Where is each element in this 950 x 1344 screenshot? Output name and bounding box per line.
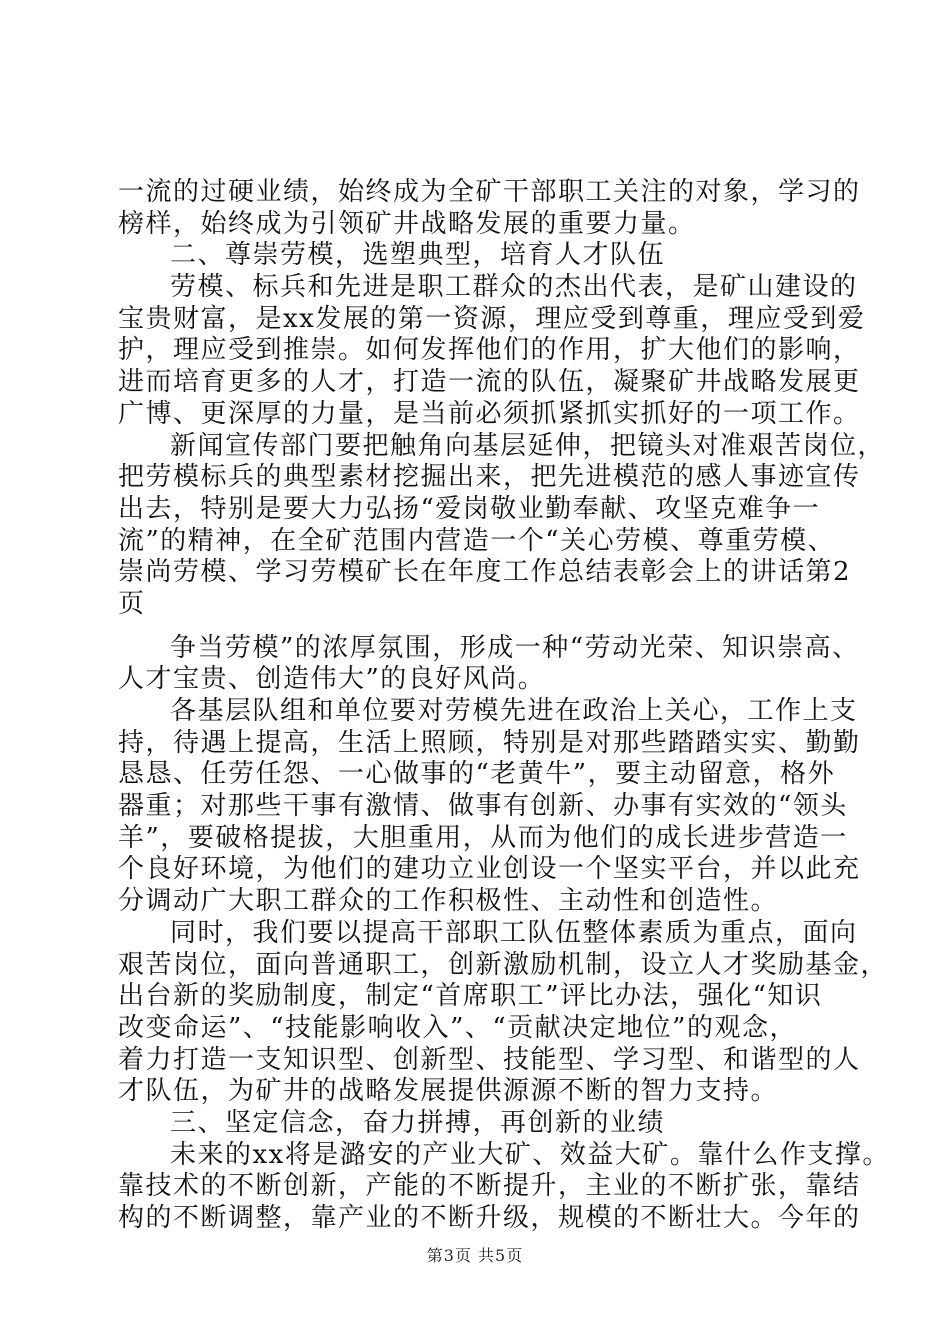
text-line: 页 <box>118 588 146 619</box>
text-line: 才队伍，为矿井的战略发展提供源源不断的智力支持。 <box>118 1076 779 1107</box>
text-line: 护，理应受到推崇。如何发挥他们的作用，扩大他们的影响， <box>118 335 861 366</box>
text-line: 器重；对那些干事有激情、做事有创新、办事有实效的“领头 <box>118 791 848 822</box>
text-line: 靠技术的不断创新，产能的不断提升，主业的不断扩张，靠结 <box>118 1171 861 1202</box>
text-line: 人才宝贵、创造伟大”的良好风尚。 <box>118 664 546 695</box>
section-heading: 三、坚定信念，奋力拼搏，再创新的业绩 <box>170 1107 666 1138</box>
text-line: 劳模、标兵和先进是职工群众的杰出代表，是矿山建设的 <box>170 272 858 303</box>
text-line: 恳恳、任劳任怨、一心做事的“老黄牛”，要主动留意，格外 <box>118 759 836 790</box>
text-line: 流”的精神，在全矿范围内营造一个“关心劳模、尊重劳模、 <box>118 525 836 556</box>
text-line: 改变命运”、“技能影响收入”、“贡献决定地位”的观念， <box>118 1012 797 1043</box>
text-line: 艰苦岗位，面向普通职工，创新激励机制，设立人才奖励基金， <box>118 949 889 980</box>
text-line: 榜样，始终成为引领矿井战略发展的重要力量。 <box>118 208 696 239</box>
text-line: 各基层队组和单位要对劳模先进在政治上关心，工作上支 <box>170 696 858 726</box>
text-line: 着力打造一支知识型、创新型、技能型、学习型、和谐型的人 <box>118 1044 861 1075</box>
text-line: 出去，特别是要大力弘扬“爱岗敬业勤奉献、攻坚克难争一 <box>118 493 821 524</box>
text-line: 持，待遇上提高，生活上照顾，特别是对那些踏踏实实、勤勤 <box>118 727 861 758</box>
document-body <box>118 177 890 1235</box>
text-line: 分调动广大职工群众的工作积极性、主动性和创造性。 <box>118 886 779 917</box>
text-line: 一流的过硬业绩，始终成为全矿干部职工关注的对象，学习的 <box>118 177 861 207</box>
text-line: 新闻宣传部门要把触角向基层延伸，把镜头对准艰苦岗位， <box>170 430 886 461</box>
text-line: 未来的xx将是潞安的产业大矿、效益大矿。靠什么作支撑。 <box>170 1139 890 1170</box>
text-line: 构的不断调整，靠产业的不断升级，规模的不断壮大。今年的 <box>118 1203 861 1233</box>
text-line: 争当劳模”的浓厚氛围，形成一种“劳动光荣、知识崇高、 <box>170 632 860 663</box>
text-line: 把劳模标兵的典型素材挖掘出来，把先进模范的感人事迹宣传 <box>118 462 861 493</box>
text-line: 同时，我们要以提高干部职工队伍整体素质为重点，面向 <box>170 917 858 948</box>
text-line: 个良好环境，为他们的建功立业创设一个坚实平台，并以此充 <box>118 854 861 885</box>
section-heading: 二、尊崇劳模，选塑典型，培育人才队伍 <box>170 240 666 271</box>
text-line: 宝贵财富，是xx发展的第一资源，理应受到尊重，理应受到爱 <box>118 303 866 334</box>
text-line: 崇尚劳模、学习劳模矿长在年度工作总结表彰会上的讲话第2 <box>118 557 852 588</box>
text-line: 广博、更深厚的力量，是当前必须抓紧抓实抓好的一项工作。 <box>118 398 861 429</box>
text-line: 进而培育更多的人才，打造一流的队伍，凝聚矿井战略发展更 <box>118 367 861 398</box>
spacer <box>118 621 836 633</box>
page-number: 第3页 共5页 <box>426 1246 524 1265</box>
text-line: 出台新的奖励制度，制定“首席职工”评比办法，强化“知识 <box>118 981 823 1012</box>
text-line: 羊”，要破格提拔，大胆重用，从而为他们的成长进步营造一 <box>118 822 848 853</box>
